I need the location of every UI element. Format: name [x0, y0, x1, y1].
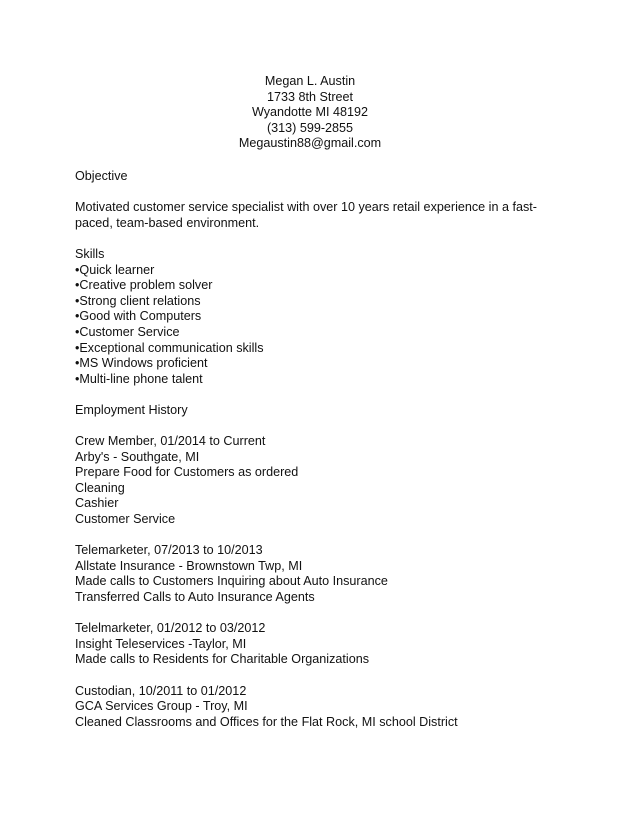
job-company: Allstate Insurance - Brownstown Twp, MI [75, 558, 303, 573]
job-duty: Made calls to Customers Inquiring about Auto Insurance [75, 574, 388, 589]
job-duty: Prepare Food for Customers as ordered [75, 465, 299, 480]
phone-number: (313) 599-2855 [266, 120, 354, 135]
skill-item: •Customer Service [75, 324, 180, 339]
skills-heading: Skills [75, 246, 105, 261]
candidate-name: Megan L. Austin [264, 74, 356, 88]
street-address: 1733 8th Street [266, 89, 354, 104]
job-title: Custodian, 10/2011 to 01/2012 [75, 683, 247, 698]
job-duty: Customer Service [75, 512, 176, 527]
job-title: Crew Member, 01/2014 to Current [75, 434, 266, 449]
job-entry-telemarketer-insight [75, 621, 545, 668]
skills-list [75, 263, 545, 388]
job-entry-telemarketer-allstate [75, 543, 545, 605]
objective-text: Motivated customer service specialist with over 10 years retail experience in a fast-paced, team-based environment. [75, 200, 537, 230]
job-title: Telelmarketer, 01/2012 to 03/2012 [75, 621, 266, 636]
job-duty: Transferred Calls to Auto Insurance Agents [75, 590, 315, 605]
employment-heading: Employment History [75, 402, 188, 417]
resume-body [75, 169, 545, 730]
job-company: Insight Teleservices -Taylor, MI [75, 636, 247, 651]
skill-item: •Good with Computers [75, 309, 202, 324]
job-company: Arby's - Southgate, MI [75, 449, 200, 464]
job-company: GCA Services Group - Troy, MI [75, 699, 248, 714]
skill-item: •Multi-line phone talent [75, 371, 203, 386]
city-state-zip: Wyandotte MI 48192 [251, 105, 369, 120]
objective-heading: Objective [75, 169, 128, 183]
job-entry-custodian [75, 684, 545, 731]
job-entry-crew-member [75, 434, 545, 528]
job-title: Telemarketer, 07/2013 to 10/2013 [75, 543, 263, 558]
job-duty: Cleaning [75, 480, 125, 495]
job-duty: Cashier [75, 496, 119, 511]
job-duty: Cleaned Classrooms and Offices for the Flat Rock, MI school District [75, 714, 458, 729]
skill-item: •MS Windows proficient [75, 356, 208, 371]
skill-item: •Quick learner [75, 262, 155, 277]
job-duty: Made calls to Residents for Charitable Organizations [75, 652, 369, 667]
contact-header [0, 74, 620, 152]
skill-item: •Creative problem solver [75, 278, 213, 293]
skill-item: •Strong client relations [75, 293, 201, 308]
skill-item: •Exceptional communication skills [75, 340, 264, 355]
email-address: Megaustin88@gmail.com [238, 136, 382, 151]
